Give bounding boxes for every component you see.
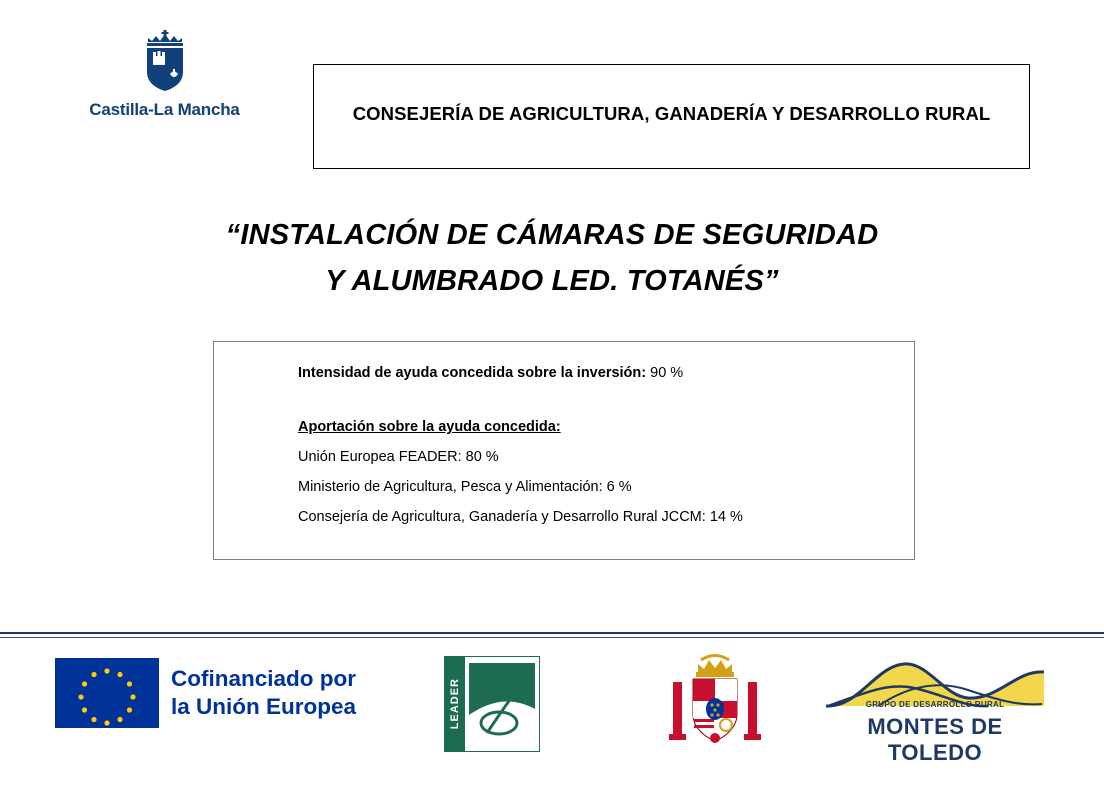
funding-info-content (214, 342, 914, 532)
contribution-item: Unión Europea FEADER: 80 % (298, 449, 499, 465)
aid-intensity-line (298, 358, 914, 388)
leader-logo-icon (444, 656, 540, 752)
spain-coat-of-arms-icon (665, 652, 765, 757)
eu-funding-line-2: la Unión Europea (171, 694, 357, 719)
castilla-la-mancha-shield-icon (139, 30, 191, 92)
contribution-item: Ministerio de Agricultura, Pesca y Alimentación: 6 % (298, 479, 632, 495)
page-header (0, 0, 1104, 185)
contribution-heading: Aportación sobre la ayuda concedida: (298, 419, 561, 435)
montes-subtitle: GRUPO DE DESARROLLO RURAL (865, 700, 1005, 709)
eu-funding-logo (55, 658, 356, 728)
page-title-line-1: “INSTALACIÓN DE CÁMARAS DE SEGURIDAD (225, 219, 879, 251)
eu-funding-text (171, 665, 356, 721)
leader-artwork (465, 657, 539, 751)
footer-logos (0, 648, 1104, 778)
aid-intensity-label: Intensidad de ayuda concedida sobre la inversión: (298, 365, 647, 381)
shield-wrap (82, 30, 247, 92)
montes-de-toledo-logo-icon (818, 656, 1052, 765)
page-title (0, 212, 1104, 304)
footer-divider (0, 632, 1104, 634)
contribution-item: Consejería de Agricultura, Ganadería y Desarrollo Rural JCCM: 14 % (298, 509, 743, 525)
consejeria-box (313, 64, 1030, 169)
funding-info-box (213, 341, 915, 560)
eu-funding-line-1: Cofinanciado por (171, 666, 356, 691)
region-logo (82, 30, 247, 120)
region-logo-label: Castilla-La Mancha (89, 100, 240, 119)
footer-divider-secondary (0, 637, 1104, 638)
aid-intensity-value: 90 % (650, 365, 684, 381)
montes-label: MONTES DE TOLEDO (867, 714, 1003, 765)
eu-flag-icon (55, 658, 159, 728)
consejeria-title: CONSEJERÍA DE AGRICULTURA, GANADERÍA Y DESARROLLO RURAL (352, 103, 991, 124)
leader-sidebar (445, 657, 465, 751)
page-title-line-2: Y ALUMBRADO LED. TOTANÉS” (325, 265, 779, 297)
leader-label: LEADER (449, 678, 461, 730)
